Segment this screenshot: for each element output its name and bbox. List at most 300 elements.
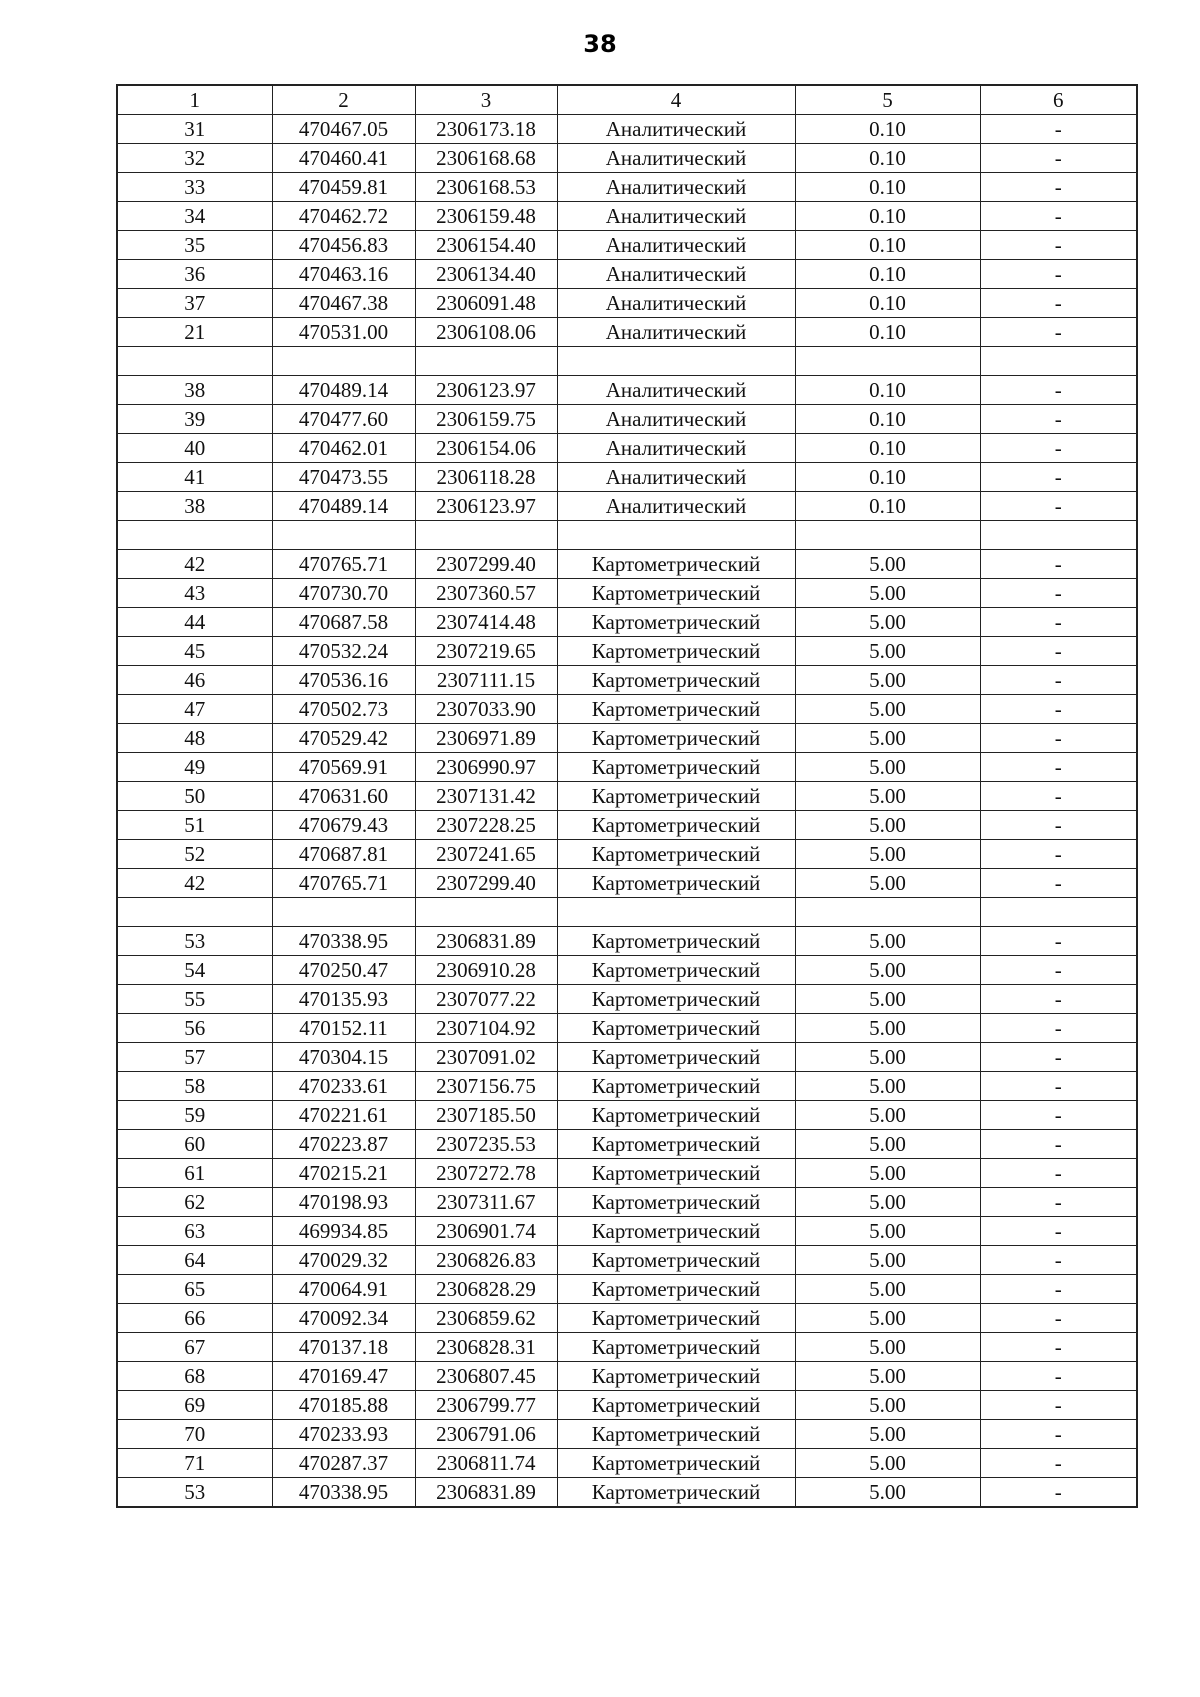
table-cell: 5.00 [795,1333,980,1362]
table-cell: 5.00 [795,637,980,666]
table-cell: 2307156.75 [415,1072,557,1101]
table-cell: Аналитический [557,434,795,463]
table-cell: 47 [117,695,272,724]
table-cell: 42 [117,550,272,579]
table-cell: 2306108.06 [415,318,557,347]
table-cell: 55 [117,985,272,1014]
table-cell: 2307311.67 [415,1188,557,1217]
table-cell: 0.10 [795,405,980,434]
table-cell: 62 [117,1188,272,1217]
table-row [117,927,1137,956]
table-cell: 470529.42 [272,724,415,753]
table-cell: 52 [117,840,272,869]
table-cell: 2307414.48 [415,608,557,637]
table-row [117,347,1137,376]
table-cell [795,521,980,550]
table-row [117,753,1137,782]
table-cell: 470679.43 [272,811,415,840]
table-cell: - [980,463,1137,492]
table-cell: 470223.87 [272,1130,415,1159]
table-row [117,1101,1137,1130]
table-cell [980,898,1137,927]
table-cell: 470221.61 [272,1101,415,1130]
table-cell: 470215.21 [272,1159,415,1188]
table-cell: 470198.93 [272,1188,415,1217]
table-cell: 2306807.45 [415,1362,557,1391]
table-cell: 2306910.28 [415,956,557,985]
table-row [117,811,1137,840]
table-cell: 2306168.68 [415,144,557,173]
table-cell: 2307077.22 [415,985,557,1014]
table-cell: 5.00 [795,1101,980,1130]
table-cell: Аналитический [557,202,795,231]
table-cell: 470250.47 [272,956,415,985]
table-row [117,898,1137,927]
table-header-row [117,85,1137,115]
table-cell: 60 [117,1130,272,1159]
table-cell: Картометрический [557,1449,795,1478]
table-cell: 2306154.40 [415,231,557,260]
table-cell [557,521,795,550]
table-cell: 2307111.15 [415,666,557,695]
table-cell: - [980,869,1137,898]
table-cell: 2306159.75 [415,405,557,434]
table-cell: - [980,1101,1137,1130]
table-cell: - [980,173,1137,202]
table-cell: Картометрический [557,1246,795,1275]
column-header: 1 [117,85,272,115]
table-cell: - [980,1130,1137,1159]
table-cell: Картометрический [557,1159,795,1188]
column-header: 2 [272,85,415,115]
table-cell [980,347,1137,376]
table-row [117,289,1137,318]
table-cell [557,347,795,376]
table-cell: 5.00 [795,579,980,608]
table-cell: 36 [117,260,272,289]
table-cell: 5.00 [795,1275,980,1304]
table-cell: 2306154.06 [415,434,557,463]
table-cell: 53 [117,1478,272,1508]
table-cell: Аналитический [557,173,795,202]
table-cell: 5.00 [795,869,980,898]
table-cell: Аналитический [557,318,795,347]
table-cell: 470467.38 [272,289,415,318]
table-row [117,666,1137,695]
table-cell: 5.00 [795,985,980,1014]
table-cell: 470456.83 [272,231,415,260]
table-cell: - [980,1333,1137,1362]
table-cell: 5.00 [795,1159,980,1188]
table-cell: 470169.47 [272,1362,415,1391]
table-cell: 470462.01 [272,434,415,463]
table-cell: 2307091.02 [415,1043,557,1072]
table-cell: - [980,985,1137,1014]
table-cell: 33 [117,173,272,202]
table-cell: 58 [117,1072,272,1101]
table-row [117,869,1137,898]
page-number: 38 [583,30,617,58]
table-row [117,1275,1137,1304]
table-cell: 5.00 [795,782,980,811]
table-cell: 470631.60 [272,782,415,811]
table-cell: 39 [117,405,272,434]
table-cell: 61 [117,1159,272,1188]
table-cell: 470287.37 [272,1449,415,1478]
table-cell: 2307235.53 [415,1130,557,1159]
table-cell: 5.00 [795,1391,980,1420]
table-cell: - [980,115,1137,144]
table-cell: 49 [117,753,272,782]
table-cell: 31 [117,115,272,144]
table-cell: 470502.73 [272,695,415,724]
table-cell: - [980,637,1137,666]
table-cell: Аналитический [557,144,795,173]
table-row [117,1043,1137,1072]
table-cell: 69 [117,1391,272,1420]
table-cell: 470463.16 [272,260,415,289]
table-cell: Картометрический [557,782,795,811]
table-cell: 43 [117,579,272,608]
table-cell: - [980,724,1137,753]
table-cell: 470338.95 [272,1478,415,1508]
table-cell: - [980,376,1137,405]
table-cell: 0.10 [795,492,980,521]
table-cell: 0.10 [795,318,980,347]
table-row [117,405,1137,434]
table-cell: 66 [117,1304,272,1333]
table-cell: Картометрический [557,1333,795,1362]
table-cell: Картометрический [557,724,795,753]
table-cell [272,347,415,376]
table-cell: 470092.34 [272,1304,415,1333]
table-cell: Картометрический [557,1420,795,1449]
table-cell: - [980,260,1137,289]
table-cell: 64 [117,1246,272,1275]
table-row [117,840,1137,869]
table-cell: 2307241.65 [415,840,557,869]
table-cell: 470765.71 [272,550,415,579]
table-cell: 38 [117,376,272,405]
table-row [117,260,1137,289]
table-cell: - [980,144,1137,173]
table-row [117,115,1137,144]
table-cell: 71 [117,1449,272,1478]
table-cell: 2306791.06 [415,1420,557,1449]
table-cell: 470064.91 [272,1275,415,1304]
table-cell: 5.00 [795,1449,980,1478]
table-cell: 2306091.48 [415,289,557,318]
table-row [117,608,1137,637]
table-cell: 2307360.57 [415,579,557,608]
table-cell: Картометрический [557,985,795,1014]
table-cell: - [980,608,1137,637]
table-row [117,956,1137,985]
table-cell: 51 [117,811,272,840]
table-cell: 2307299.40 [415,869,557,898]
table-row [117,1159,1137,1188]
table-cell: Аналитический [557,405,795,434]
table-cell: 5.00 [795,1072,980,1101]
table-cell: 470304.15 [272,1043,415,1072]
table-cell: 2306168.53 [415,173,557,202]
column-header: 6 [980,85,1137,115]
table-row [117,231,1137,260]
table-row [117,521,1137,550]
table-cell: 5.00 [795,1014,980,1043]
table-cell: - [980,318,1137,347]
table-cell: 470531.00 [272,318,415,347]
table-cell: 5.00 [795,1478,980,1508]
table-row [117,724,1137,753]
table-cell: 59 [117,1101,272,1130]
table-cell: 470536.16 [272,666,415,695]
table-cell: - [980,927,1137,956]
table-cell: - [980,1304,1137,1333]
table-cell: Картометрический [557,1014,795,1043]
table-cell: 470233.61 [272,1072,415,1101]
table-cell [272,521,415,550]
table-cell: 470489.14 [272,376,415,405]
table-cell: 5.00 [795,1246,980,1275]
table-row [117,1333,1137,1362]
table-cell: Картометрический [557,869,795,898]
coordinates-table [116,84,1138,1508]
table-cell: Картометрический [557,927,795,956]
table-cell: - [980,231,1137,260]
table-row [117,492,1137,521]
column-header: 4 [557,85,795,115]
table-cell: 2307033.90 [415,695,557,724]
table-row [117,1449,1137,1478]
table-cell: - [980,579,1137,608]
table-cell: 0.10 [795,463,980,492]
table-cell: Картометрический [557,1275,795,1304]
table-cell: Аналитический [557,376,795,405]
table-cell [980,521,1137,550]
table-cell: 44 [117,608,272,637]
table-cell: - [980,1391,1137,1420]
table-cell: 0.10 [795,202,980,231]
table-cell: - [980,202,1137,231]
table-cell: 2306799.77 [415,1391,557,1420]
table-cell: 53 [117,927,272,956]
table-cell [117,898,272,927]
table-cell: 470462.72 [272,202,415,231]
table-cell: 2306134.40 [415,260,557,289]
table-cell: Картометрический [557,579,795,608]
table-cell: 470473.55 [272,463,415,492]
table-cell: 5.00 [795,1130,980,1159]
table-cell: - [980,1449,1137,1478]
table-row [117,1478,1137,1508]
table-cell: 2306123.97 [415,376,557,405]
table-cell: - [980,840,1137,869]
table-cell: 0.10 [795,173,980,202]
table-cell: 38 [117,492,272,521]
table-cell: 35 [117,231,272,260]
table-cell: 2306831.89 [415,1478,557,1508]
table-cell: 2307131.42 [415,782,557,811]
table-cell: - [980,1420,1137,1449]
table-cell: 0.10 [795,434,980,463]
table-cell: Картометрический [557,1304,795,1333]
table-cell [415,898,557,927]
table-row [117,579,1137,608]
table-cell: 5.00 [795,1217,980,1246]
table-cell: 470765.71 [272,869,415,898]
table-row [117,985,1137,1014]
table-cell: 470489.14 [272,492,415,521]
table-cell: Аналитический [557,463,795,492]
table-cell: 68 [117,1362,272,1391]
table-cell: 5.00 [795,608,980,637]
table-row [117,782,1137,811]
table-cell: 2306173.18 [415,115,557,144]
table-cell: 2306990.97 [415,753,557,782]
table-cell: Картометрический [557,1130,795,1159]
table-cell: 2307228.25 [415,811,557,840]
table-cell: 5.00 [795,956,980,985]
table-cell [272,898,415,927]
table-cell: Картометрический [557,1043,795,1072]
table-cell: 5.00 [795,1304,980,1333]
table-row [117,463,1137,492]
table-cell: 2306159.48 [415,202,557,231]
table-cell: 2306828.31 [415,1333,557,1362]
table-cell: - [980,1362,1137,1391]
table-cell: - [980,956,1137,985]
table-row [117,318,1137,347]
table-cell: - [980,782,1137,811]
table-cell: 57 [117,1043,272,1072]
table-cell: 470730.70 [272,579,415,608]
table-row [117,376,1137,405]
table-cell: 5.00 [795,811,980,840]
table-cell: 2306118.28 [415,463,557,492]
table-cell: 42 [117,869,272,898]
table-cell: Картометрический [557,1188,795,1217]
table-cell: 34 [117,202,272,231]
table-cell: 65 [117,1275,272,1304]
table-cell: 2306826.83 [415,1246,557,1275]
table-cell: Картометрический [557,1217,795,1246]
table-cell: 5.00 [795,550,980,579]
table-cell: 46 [117,666,272,695]
table-cell: 56 [117,1014,272,1043]
table-cell [117,521,272,550]
table-cell: 2307272.78 [415,1159,557,1188]
table-cell: Картометрический [557,1072,795,1101]
table-cell: Аналитический [557,231,795,260]
table-row [117,1072,1137,1101]
table-cell: 469934.85 [272,1217,415,1246]
table-row [117,1246,1137,1275]
table-cell: 5.00 [795,1188,980,1217]
table-cell [117,347,272,376]
table-row [117,1217,1137,1246]
table-cell: 470135.93 [272,985,415,1014]
table-row [117,202,1137,231]
table-cell: 0.10 [795,231,980,260]
table-cell: 0.10 [795,260,980,289]
table-cell: 0.10 [795,144,980,173]
table-cell: Картометрический [557,550,795,579]
table-cell: Картометрический [557,811,795,840]
table-cell: 5.00 [795,753,980,782]
table-cell [795,898,980,927]
table-cell: 470233.93 [272,1420,415,1449]
table-cell: 2306811.74 [415,1449,557,1478]
table-cell: 0.10 [795,115,980,144]
table-cell: 54 [117,956,272,985]
table-cell: 2307299.40 [415,550,557,579]
table-cell: 48 [117,724,272,753]
table-cell: Картометрический [557,637,795,666]
table-cell: - [980,405,1137,434]
table-row [117,1188,1137,1217]
table-cell: 470477.60 [272,405,415,434]
table-cell [415,521,557,550]
table-cell: - [980,811,1137,840]
table-cell: - [980,1246,1137,1275]
table-row [117,1391,1137,1420]
table-cell: 2307219.65 [415,637,557,666]
table-cell: 470687.81 [272,840,415,869]
table-cell: 67 [117,1333,272,1362]
table-cell: 470467.05 [272,115,415,144]
table-cell [415,347,557,376]
table-row [117,173,1137,202]
table-cell: - [980,666,1137,695]
table-row [117,1362,1137,1391]
table-cell: 21 [117,318,272,347]
table-cell: 2306901.74 [415,1217,557,1246]
table-cell: 5.00 [795,1420,980,1449]
table-cell: 470338.95 [272,927,415,956]
table-cell: 5.00 [795,1043,980,1072]
table-cell: Аналитический [557,260,795,289]
table-cell: Аналитический [557,492,795,521]
table-cell: 470687.58 [272,608,415,637]
table-cell: 470569.91 [272,753,415,782]
table-cell: Картометрический [557,1478,795,1508]
table-cell: 0.10 [795,289,980,318]
table-body [117,115,1137,1508]
table-cell: 2306831.89 [415,927,557,956]
table-cell: 2306123.97 [415,492,557,521]
table-cell: - [980,1275,1137,1304]
table-row [117,695,1137,724]
table-cell: 2306859.62 [415,1304,557,1333]
table-cell: - [980,1014,1137,1043]
table-row [117,1304,1137,1333]
table-row [117,637,1137,666]
table-row [117,1130,1137,1159]
table-cell: - [980,550,1137,579]
table-cell: 2307104.92 [415,1014,557,1043]
table-cell: Картометрический [557,608,795,637]
table-cell [795,347,980,376]
table-cell: - [980,695,1137,724]
table-cell: 5.00 [795,1362,980,1391]
table-cell [557,898,795,927]
column-header: 3 [415,85,557,115]
table-cell: 2307185.50 [415,1101,557,1130]
table-cell: 5.00 [795,840,980,869]
table-cell: 470152.11 [272,1014,415,1043]
table-cell: - [980,1478,1137,1508]
